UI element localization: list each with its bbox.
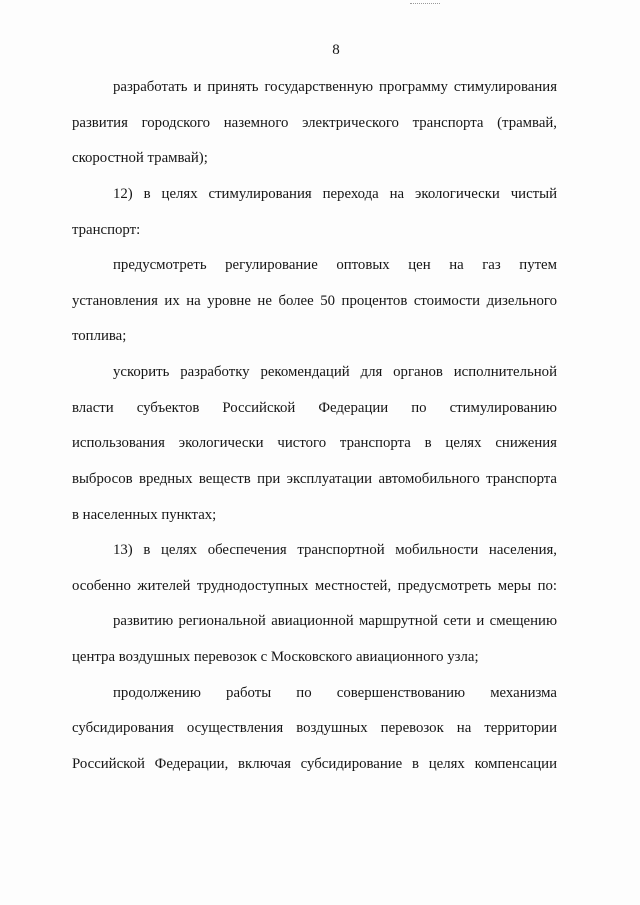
text-line: транспорт: bbox=[72, 221, 141, 238]
paragraph bbox=[72, 177, 557, 248]
text-line: разработать и принять государственную программу стимулирования bbox=[113, 79, 557, 95]
text-line: предусмотреть регулирование оптовых цен на газ путем bbox=[113, 257, 557, 274]
text-line: скоростной трамвай); bbox=[72, 150, 208, 167]
paragraph bbox=[72, 70, 557, 177]
paragraph bbox=[72, 676, 557, 783]
text-line: особенно жителей труднодоступных местностей, предусмотреть меры по: bbox=[72, 577, 557, 594]
text-line: выбросов вредных веществ при эксплуатации автомобильного транспорта bbox=[72, 470, 557, 487]
paragraph bbox=[72, 355, 557, 533]
text-line: в населенных пунктах; bbox=[72, 506, 217, 523]
text-line: 12) в целях стимулирования перехода на экологически чистый bbox=[113, 185, 557, 202]
page-number: 8 bbox=[332, 42, 340, 58]
text-line: использования экологически чистого транспорта в целях снижения bbox=[72, 435, 557, 452]
scan-artifact-mark bbox=[410, 3, 440, 4]
text-line: установления их на уровне не более 50 процентов стоимости дизельного bbox=[72, 292, 557, 309]
text-line: власти субъектов Российской Федерации по стимулированию bbox=[72, 399, 557, 416]
text-line: топлива; bbox=[72, 328, 127, 345]
body-text bbox=[72, 70, 557, 783]
paragraph bbox=[72, 248, 557, 355]
text-line: 13) в целях обеспечения транспортной мобильности населения, bbox=[113, 542, 557, 559]
text-line: субсидирования осуществления воздушных перевозок на территории bbox=[72, 720, 557, 737]
paragraph bbox=[72, 533, 557, 604]
text-line: ускорить разработку рекомендаций для органов исполнительной bbox=[113, 364, 557, 380]
text-line: продолжению работы по совершенствованию механизма bbox=[113, 684, 557, 701]
text-line: центра воздушных перевозок с Московского авиационного узла; bbox=[72, 649, 479, 665]
paragraph bbox=[72, 604, 557, 675]
text-line: Российской Федерации, включая субсидирование в целях компенсации bbox=[72, 755, 557, 772]
text-line: развитию региональной авиационной маршрутной сети и смещению bbox=[113, 613, 557, 630]
text-line: развития городского наземного электрического транспорта (трамвай, bbox=[72, 114, 557, 131]
